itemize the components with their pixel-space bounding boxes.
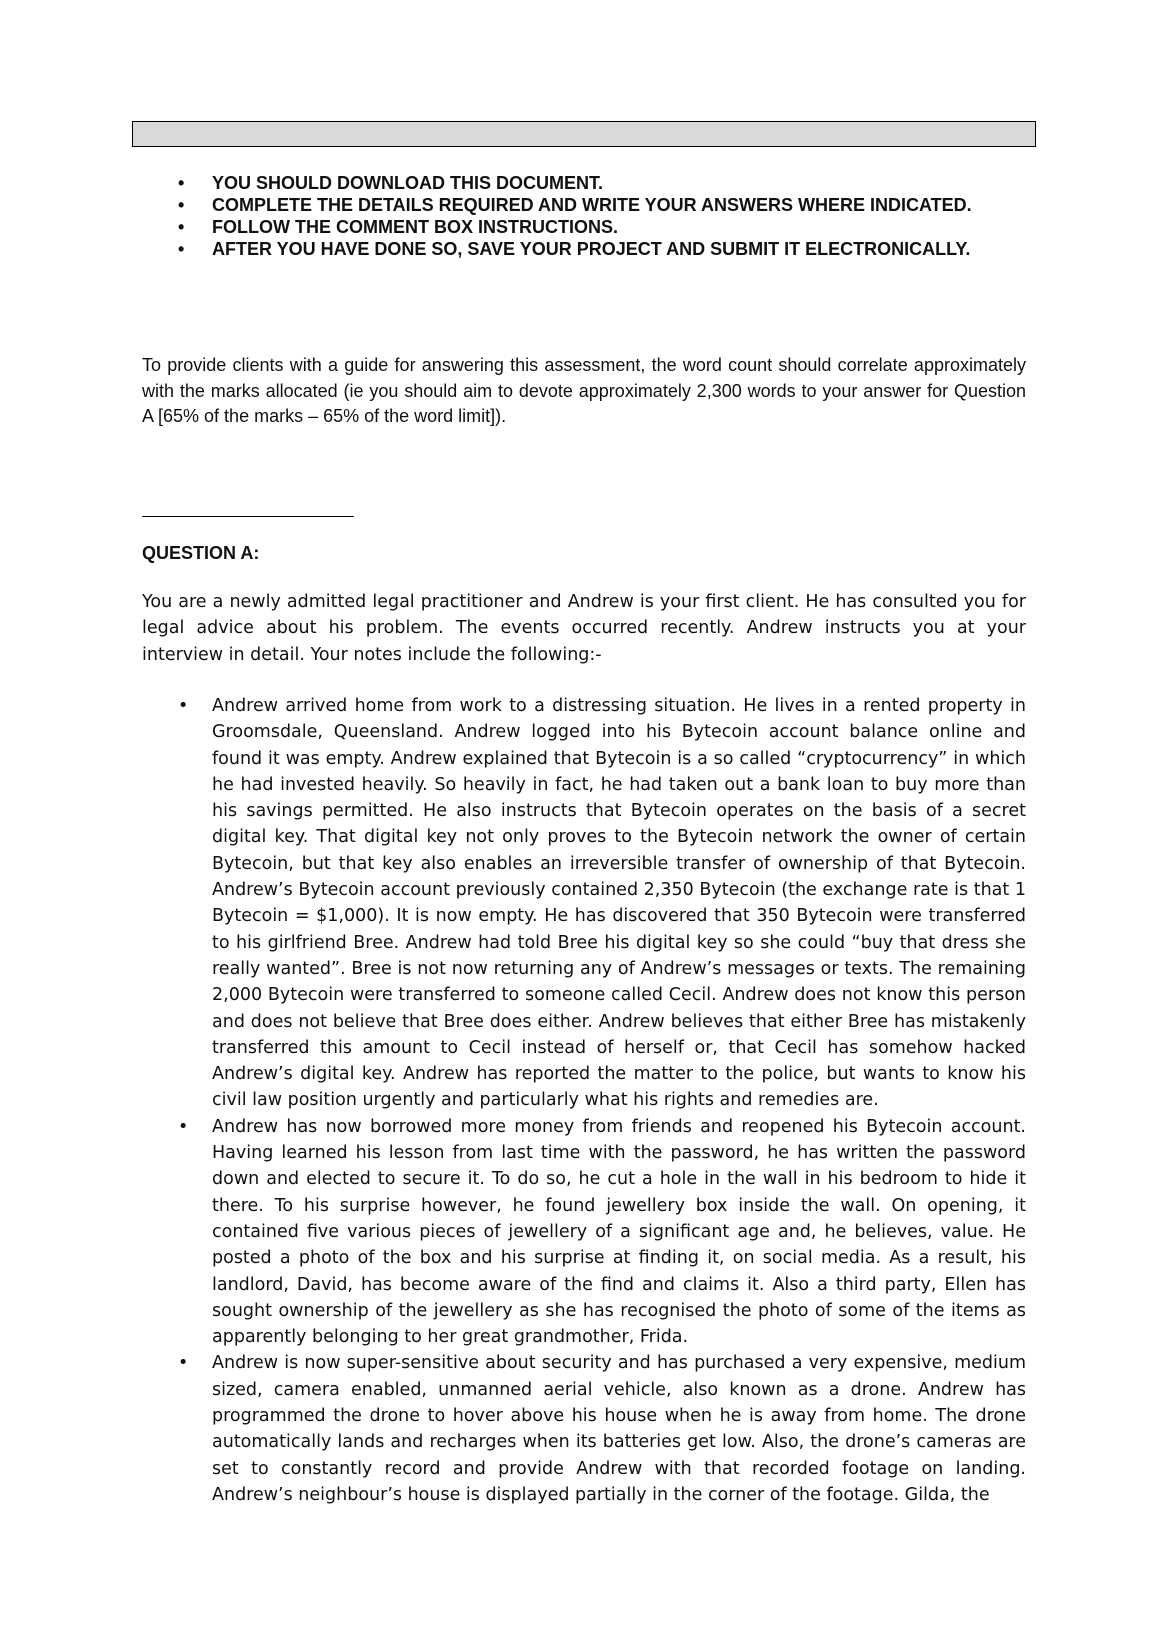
question-title: QUESTION A: xyxy=(142,543,260,563)
header-shaded-box xyxy=(132,121,1036,147)
instructions-list xyxy=(142,172,1026,260)
fact-item-bytecoin: • Andrew arrived home from work to a distressing situation. He lives in a rented property in Groomsdale, Queensland. Andrew logged into his Bytecoin account balance online and found it was empty. Andrew explained that Bytecoin is a so called “cryptocurrency” in which he had invested heavily. So heavily in fact, he had taken out a bank loan to buy more than his savings permitted. He also instructs that Bytecoin operates on the basis of a secret digital key. That digital key not only proves to the Bytecoin network the owner of certain Bytecoin, but that key also enables an irreversible transfer of ownership of that Bytecoin. Andrew’s Bytecoin account previously contained 2,350 Bytecoin (the exchange rate is that 1 Bytecoin = $1,000). It is now empty. He has discovered that 350 Bytecoin were transferred to his girlfriend Bree. Andrew had told Bree his digital key so she could “buy that dress she really wanted”. Bree is not now returning any of Andrew’s messages or texts. The remaining 2,000 Bytecoin were transferred to someone called Cecil. Andrew does not know this person and does not believe that Bree does either. Andrew believes that either Bree has mistakenly transferred this amount to Cecil instead of herself or, that Cecil has somehow hacked Andrew’s digital key. Andrew has reported the matter to the police, but wants to know his civil law position urgently and particularly what his rights and remedies are. xyxy=(142,693,1026,1114)
instruction-item: • COMPLETE THE DETAILS REQUIRED AND WRITE YOUR ANSWERS WHERE INDICATED. xyxy=(142,194,1026,216)
question-intro: You are a newly admitted legal practitioner and Andrew is your first client. He has consulted you for legal advice about his problem. The events occurred recently. Andrew instructs you at your interview in detail. Your notes include the following:- xyxy=(142,592,1026,665)
instruction-item: • YOU SHOULD DOWNLOAD THIS DOCUMENT. xyxy=(142,172,1026,194)
fact-item-jewellery: • Andrew has now borrowed more money from friends and reopened his Bytecoin account. Having learned his lesson from last time with the password, he has written the password down and elected to secure it. To do so, he cut a hole in the wall in his bedroom to hide it there. To his surprise however, he found jewellery box inside the wall. On opening, it contained five various pieces of jewellery of a significant age and, he believes, value. He posted a photo of the box and his surprise at finding it, on social media. As a result, his landlord, David, has become aware of the find and claims it. Also a third party, Ellen has sought ownership of the jewellery as she has recognised the photo of some of the items as apparently belonging to her great grandmother, Frida. xyxy=(142,1114,1026,1351)
word-count-guide: To provide clients with a guide for answering this assessment, the word count should correlate approximately with the marks allocated (ie you should aim to devote approximately 2,300 words to your answer for Question A [65% of the marks – 65% of the word limit]). xyxy=(142,355,1026,426)
instruction-item: • FOLLOW THE COMMENT BOX INSTRUCTIONS. xyxy=(142,216,1026,238)
facts-list xyxy=(142,693,1026,1508)
instruction-item: • AFTER YOU HAVE DONE SO, SAVE YOUR PROJECT AND SUBMIT IT ELECTRONICALLY. xyxy=(142,238,1026,260)
fact-item-drone: • Andrew is now super-sensitive about security and has purchased a very expensive, medium sized, camera enabled, unmanned aerial vehicle, also known as a drone. Andrew has programmed the drone to hover above his house when he is away from home. The drone automatically lands and recharges when its batteries get low. Also, the drone’s cameras are set to constantly record and provide Andrew with that recorded footage on landing. Andrew’s neighbour’s house is displayed partially in the corner of the footage. Gilda, the xyxy=(142,1350,1026,1508)
horizontal-rule xyxy=(142,516,354,517)
